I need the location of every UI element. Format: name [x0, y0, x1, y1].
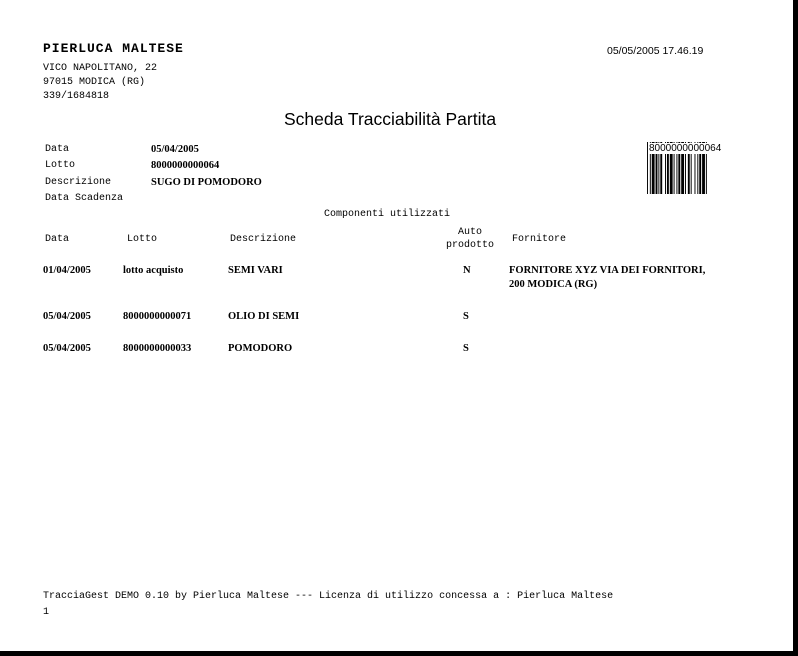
footer-license-text: TracciaGest DEMO 0.10 by Pierluca Maltese --- Licenza di utilizzo concessa a : Pierluca Maltese	[43, 591, 614, 602]
descrizione-value: SUGO DI POMODORO	[151, 177, 262, 188]
descrizione-label: Descrizione	[45, 177, 112, 188]
window-edge-bottom	[0, 651, 798, 656]
column-header-descrizione: Descrizione	[230, 234, 297, 245]
row-3-descrizione: POMODORO	[228, 343, 293, 354]
print-timestamp: 05/05/2005 17.46.19	[607, 45, 704, 57]
row-1-fornitore-line2: 200 MODICA (RG)	[509, 279, 598, 290]
row-1-fornitore-line1: FORNITORE XYZ VIA DEI FORNITORI,	[509, 265, 706, 276]
window-edge-right	[793, 0, 798, 656]
row-2-auto: S	[463, 311, 469, 322]
data-label: Data	[45, 144, 70, 155]
column-header-fornitore: Fornitore	[512, 234, 567, 245]
components-section-title: Componenti utilizzati	[324, 209, 451, 220]
column-header-auto-prodotto: Auto prodotto	[445, 227, 494, 251]
row-3-data: 05/04/2005	[43, 343, 91, 354]
column-header-data: Data	[45, 234, 70, 245]
row-3-lotto: 8000000000033	[123, 343, 192, 354]
row-1-data: 01/04/2005	[43, 265, 91, 276]
phone-number: 339/1684818	[43, 91, 110, 102]
row-3-auto: S	[463, 343, 469, 354]
row-1-lotto: lotto acquisto	[123, 265, 184, 276]
page-number: 1	[43, 607, 50, 618]
lotto-value: 8000000000064	[151, 160, 220, 171]
address-line-2: 97015 MODICA (RG)	[43, 77, 146, 88]
scadenza-label: Data Scadenza	[45, 193, 124, 204]
page-title: Scheda Tracciabilità Partita	[284, 109, 497, 129]
column-header-lotto: Lotto	[127, 234, 158, 245]
row-2-descrizione: OLIO DI SEMI	[228, 311, 300, 322]
row-1-auto: N	[463, 265, 471, 276]
address-line-1: VICO NAPOLITANO, 22	[43, 63, 158, 74]
data-value: 05/04/2005	[151, 144, 199, 155]
lotto-label: Lotto	[45, 160, 76, 171]
row-1-descrizione: SEMI VARI	[228, 265, 283, 276]
barcode-text: 8000000000064	[649, 143, 722, 154]
row-2-data: 05/04/2005	[43, 311, 91, 322]
company-name: PIERLUCA MALTESE	[43, 41, 184, 56]
row-2-lotto: 8000000000071	[123, 311, 192, 322]
